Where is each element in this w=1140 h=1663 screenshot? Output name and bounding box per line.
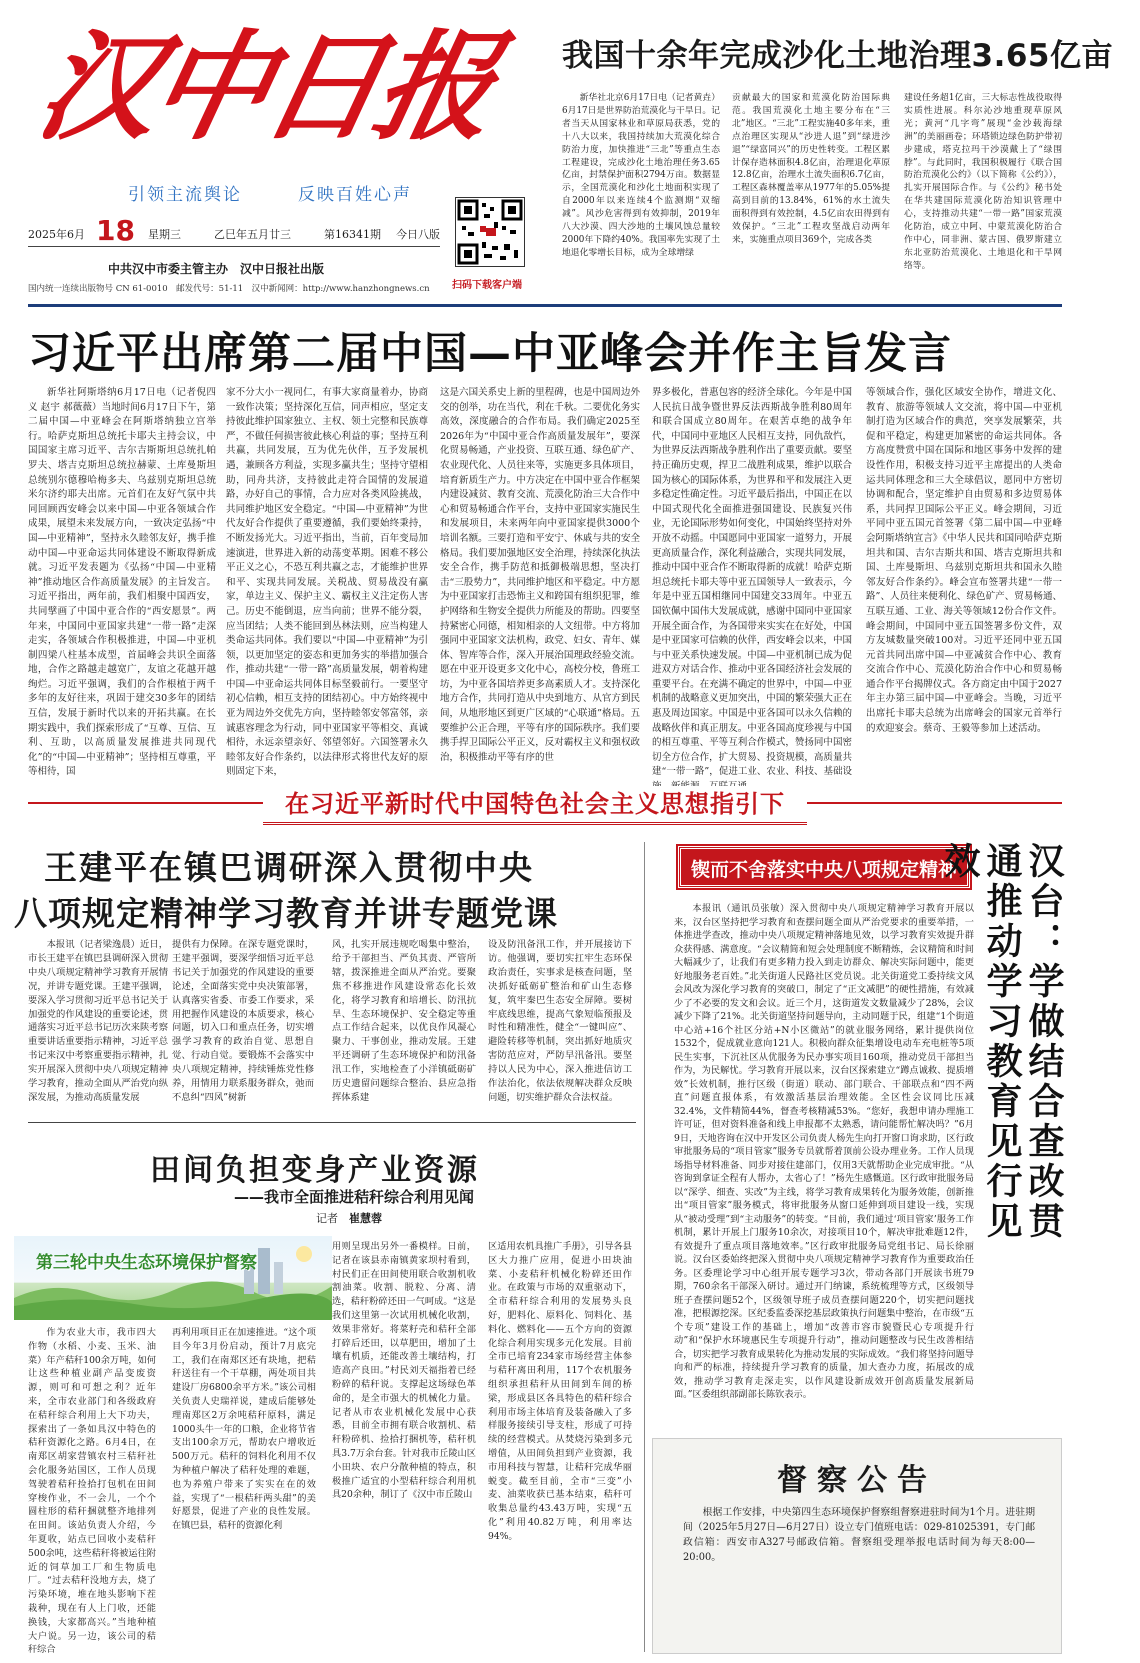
top-story-col-2: 贡献最大的国家和荒漠化防治国际典范。我国荒漠化土地主要分布在“三北”地区。“三北”工程实施40多年来，重点治理区实现从“沙进人退”到“绿进沙退”“绿富同兴”的历史性转变。工程区累计保存造林面积4.8亿亩，治理退化草原12.8亿亩，治理水土流失面积6.7亿亩，工程区森林覆盖率从1977年的5.05%提高到目前的13.84%，61%的水土流失面积得到有效控制，4.5亿亩农田得到有效保护。“三北”工程攻坚战启动两年来，实施重点项目369个，完成各类 <box>732 93 890 245</box>
notice-body: 根据工作安排，中央第四生态环境保护督察组督察进驻时间为1个月。进驻期间（2025年5月27日—6月27日）设立专门值班电话：029-81025391，专门邮政信箱：西安市A327号邮政信箱。督察组受理举报电话时间为每天8:00—20:00。 <box>683 1507 1035 1563</box>
top-story-col-3: 建设任务超1亿亩，三大标志性战役取得实质性进展。科尔沁沙地重现草原风光；黄河“几字弯”展现“金沙载海绿洲”的美丽画卷；环塔锁边绿色防护带初步建成，塔克拉玛干沙漠戴上了“绿围脖”。与此同时，我国积极履行《联合国防治荒漠化公约》（以下简称《公约》），扎实开展国际合作。与《公约》秘书处在华共建国际荒漠化防治知识管理中心，支持推动共建“一带一路”国家荒漠化防治，成立中阿、中蒙荒漠化防治合作中心，同非洲、蒙古国、俄罗斯建立东北亚防治荒漠化、土地退化和干旱网络等。 <box>904 93 1062 271</box>
field-reporter-label: 记者 <box>316 1212 338 1225</box>
field-col-1: 作为农业大市，我市四大作物（水稻、小麦、玉米、油菜）年产秸秆100余万吨，如何让这些种植业副产品变废资源，则可和可想之利？近年来，全市农业部门和各级政府在秸秆综合利用上大下功夫，探索出了一条如具汉中特色的秸秆资源化之路。6月4日，在南郑区胡家营镇农村三秸秆社会化服务站国区，工作人员现驾驶着秸秆捡拾打包机在田间穿梭作业，不一会儿，一个个圆柱形的秸秆捆就整齐地排列在田间。该站负责人介绍，今年夏收，站点已回收小麦秸秆500余吨，这些秸秆将被运往附近的饲草加工厂和生物质电厂。“过去秸秆没地方去，烧了污染环境，堆在地头影响下茬栽种，现在有人上门收，还能换钱，大家都高兴。”当地种植大户说。另一边，该公司的秸秆综合 <box>28 1327 156 1656</box>
theme-banner <box>28 784 1062 824</box>
field-headline: 田间负担变身产业资源 <box>150 1153 480 1188</box>
lead-col-5: 等领域合作，强化区域安全协作，增进文化、教育、旅游等领域人文交流，将中国—中亚机制打造为区域合作的典范，突享发展繁荣，共促和平稳定，构建更加紧密的命运共同体。各方高度赞赏中国在国际和地区事务中发挥的建设性作用，积极支持习近平主席提出的人类命运共同体理念和三大全球倡议，愿同中方密切协调和配合，坚定维护自由贸易和多边贸易体系，共同捍卫国际公平正义。峰会期间，习近平同中亚五国元首签署《第二届中国—中亚峰会阿斯塔纳宣言》《中华人民共和国同哈萨克斯坦共和国、吉尔吉斯共和国、塔吉克斯坦共和国、土库曼斯坦、乌兹别克斯坦共和国永久睦邻友好合作条约》。峰会宣布签署共建“一带一路”、人员往来便利化、绿色矿产、贸易畅通、互联互通、工业、海关等领域12份合作文件。峰会期间，中国同中亚五国签署多份文件，双方友城数量突破100对。习近平还同中亚五国元首共同出席中国—中亚减贫合作中心、教育交流合作中心、荒漠化防治合作中心和贸易畅通合作平台揭牌仪式。各方商定由中国于2027年主办第三届中国—中亚峰会。当晚，习近平出席托卡耶夫总统为出席峰会的国家元首举行的欢迎宴会。蔡奇、王毅等参加上述活动。 <box>866 387 1062 734</box>
notice-box <box>652 1438 1062 1654</box>
masthead-slogan-left: 引领主流舆论 <box>128 185 242 205</box>
right-column-divider <box>644 842 645 1652</box>
top-story-col-1: 新华社北京6月17日电（记者黄垚）6月17日是世界防治荒漠化与干旱日。记者当天从国家林业和草原局获悉，党的十八大以来，我国持续加大荒漠化综合防治力度，加快推进“三北”等重点生态工程建设，完成沙化土地治理任务3.65亿亩，封禁保护面积2794万亩。数据显示，全国荒漠化和沙化土地面积实现了自2000年以来连续4个监测期“双缩减”。风沙危害得到有效抑制，2019年八大沙漠、四大沙地的土壤风蚀总量较2000年下降约40%。我国率先实现了土地退化零增长目标，成为全球增绿 <box>562 93 720 258</box>
lead-col-3: 这是六国关系史上新的里程碑，也是中国周边外交的创举，功在当代，利在千秋。二要优化务实高效，深度融合的合作布局。我们确定2025至2026年为“中国中亚合作高质量发展年”，要深化贸易畅通，产业投资、互联互通、绿色矿产、农业现代化、人员往来等，实施更多具体项目，培育新质生产力。中方决定在中国中亚合作框架内建设减贫、教育交流、荒漠化防治三大合作中心和贸易畅通合作平台，支持中亚国家实施民生和发展项目，未来两年向中亚国家提供3000个培训名额。三要打造和平安宁、休戚与共的安全格局。我们要加强地区安全治理，持续深化执法安全合作，携手防范和抵御极端思想，坚决打击“三股势力”，共同维护地区和平稳定。中方愿为中亚国家打击恐怖主义和跨国有组织犯罪，维护网络和生物安全提供力所能及的帮助。四要坚持紧密心同德，相知相亲的人文纽带。中方将加强同中亚国家文法机构，政党、妇女、青年、媒体、智库等合作，深入开展治国理政经验交流。愿在中亚开设更多文化中心，高校分校，鲁班工坊，为中亚各国培养更多高素质人才。支持深化地方合作，共同打造从中央到地方、从官方到民间，从地形地区到更广区域的“心联通”格局。五要维护公正合理，平等有序的国际秩序。我们要携手捍卫国际公平正义，反对霸权主义和强权政治，积极推动平等有序的世 <box>440 387 640 763</box>
wang-headline-2: 八项规定精神学习教育并讲专题党课 <box>14 894 558 933</box>
masthead-rule <box>28 304 1062 307</box>
wang-headline-1: 王建平在镇巴调研深入贯彻中央 <box>44 848 534 887</box>
honghui-body: 本报讯（通讯员张敏）深入贯彻中央八项规定精神学习教育开展以来，汉台区坚持把学习教育和查摆问题全面从严治党要求的重要举措，一体推进学查改，推动中央八项规定精神落地见效，以学习教育实效提升群众获得感、满意度。“会议精简和短会处理制度不断精炼，会议精简和时间大幅减少了，让我们有更多精力投入到走访群众、解决实际问题中，能更好地服务老百姓。”北关街道人民路社区党员说。北关街道党工委持续文风会风改为深化学习教育的突破口，制定了“正文减肥”的硬性措施，有效减少了不必要的发文和会议。近三个月，这街道发文数量减少了28%，会议减少下降了21%。北关街道坚持问题导向，主动同题于民，组建“1个街道中心站+16个社区分站+N小区微站”的就业服务网络，累计提供岗位1532个，促成就业意向121人。积极向群众征集增设电动车充电桩等5项民生实事，下沉社区从优服务为民办事实项目160项，推动党员干部担当作为，为民解忧。学习教育开展以来，汉台区探索建立“蹲点诚救、提质增效”长效机制，推行区级（街道）联动、部门联合、干部联点和“四不两直”问题直报体系，有效激活基层治理效能。全区性会议同比压减32.4%，文件精简44%，督查考核精减53%。“您好，我想申请办理施工许可证，但对资料准备和线上申报都不太熟悉，请问能帮忙解决吗？”6月9日，天地咨询在汉中开发区公司负责人杨先生向打开窗口询求助，区行政审批服务局的“项目管家”服务专员就帮着顶前公设办理业务。工作人员现场指导材料准备、同步对接住建部门，仅用3天就帮助企业完成审批。“从咨询到拿证全程有人帮办，太省心了！”杨先生感慨道。区行政审批服务局以“深学、细查、实改”为主线，将学习教育成果转化为服务效能，创新推出“项目管家”服务模式，将审批服务从窗口延伸到项目建设一线，实现从“被动受理”到“主动服务”的转变。“目前，我们通过‘项目管家’服务工作机制，累计开展上门服务10余次，对接项目10个，解决审批难题12件，有效提升了重点项目落地效率。”区行政审批服务局党组书记、局长徐丽说。汉台区委始终把深入贯彻中央八项规定精神学习教育作为重要政治任务。区委理论学习中心组开展专题学习3次，带动各部门开展读书班79期，760余名干部深入研讨。通过开门纳谏，系统梳理等方式，区级领导班子查摆问题52个，区级领导班子成员查摆问题220个，切实把问题找准，把根源挖深。区纪委监委深挖基层政策执行问题集中整治，在市级“五个专项”建设工作的基础上，增加“改善市容市貌暨民心专项提升行动”和“保护水环境惠民生专项提升行动”，推动问题整改与民生改善相结合，切实把学习教育成果转化为推动发展的实际成效。“我们将坚持问题导向和严的标准，持续提升学习教育的质量，加大查办力度，拓展改的成效，推动学习教育走深走实，以作风建设新成效开创高质量发展新局面。”区委组织部副部长陈钦表示。 <box>674 903 974 1400</box>
date-day: 18 <box>96 214 135 247</box>
date-lunar: 乙巳年五月廿三 <box>214 228 291 241</box>
honghui-headline: 汉台：学做结合查改贯通推动学习教育见行见效 <box>939 842 1064 1242</box>
qr-caption: 扫码下载客户端 <box>452 280 522 291</box>
lead-headline: 习近平出席第二届中国—中亚峰会并作主旨发言 <box>28 329 952 379</box>
theme-banner-title: 在习近平新时代中国特色社会主义思想指引下 <box>263 786 807 825</box>
wang-col-4: 设及防汛备汛工作，并开展接访下访。他强调，要切实扛牢生态环保政治责任，实事求是核查问题，坚决抓好砥砺矿整治和矿山生态修复，筑牢秦巴生态安全屏障。要树牢底线思维，提高气象短临预报及时性和精准性，健全“一键叫应”、避险转移等机制，突出抓好地质灾害防范应对，严防早汛备汛。要坚持以人民为中心，深入推进信访工作法治化，依法依规解决群众反映问题，切实维护群众合法权益。 <box>488 939 632 1103</box>
masthead-slogan-right: 反映百姓心声 <box>298 185 412 205</box>
wang-col-1: 本报讯（记者梁逸晨）近日，市长王建平在镇巴县调研深入贯彻中央八项规定精神学习教育开展情况，并讲专题党课。王建平强调，要深入学习贯彻习近平总书记关于加强党的作风建设的重要论述，贯通落实习近平总书记历次来陕考察重要讲话重要指示精神，习近平总书记来汉中考察重要指示精神，扎实开展深入贯彻中央八项规定精神学习教育，推动全面从严治党向纵深发展，为推动高质量发展 <box>28 939 168 1103</box>
wang-bottom-rule <box>28 1122 636 1123</box>
wang-col-3: 风，扎实开展违规吃喝集中整治，给予干部担当、严负其责、严管所辖，拨深推进全面从严治党。要聚焦不移推进作风建设常态化长效化，将学习教育和培增长、防汛抗旱、生态环境保护、安全稳定等重点工作结合起来，以优良作风凝心聚力、干事创业，推动发展。王建平还调研了生态环境保护和防汛备汛工作，实地检查了小洋镇砥砺矿历史遗留问题综合整治、县应急指挥体系建 <box>332 939 476 1103</box>
field-byline <box>316 1210 382 1226</box>
masthead-divider-top <box>28 246 440 247</box>
notice-title: 督察公告 <box>777 1463 937 1498</box>
wang-col-2: 提供有力保障。在深专题党课时，王建平强调，要深学细悟习近平总书记关于加强党的作风建设的重要论述，全面落实党中央决策部署，认真落实省委、市委工作要求，采用把握作风建设的本质要求，核心问题，切入口和重点任务，切实增强学习教育的政治自觉、思想自觉、行动自觉。要锻炼不会落实中央八项规定精神，持续锤炼党性修养，用情用力联系服务群众，弛而不息纠“四风”树新 <box>172 939 314 1103</box>
eco-inspection-caption: 第三轮中央生态环境保护督察 <box>36 1253 257 1273</box>
lead-col-4: 界多极化，普惠包容的经济全球化。今年是中国人民抗日战争暨世界反法西斯战争胜利80周年和联合国成立80周年。在艰苦卓绝的战争年代，中国同中亚地区人民相互支持，同仇敌忾，为世界反法西斯战争胜利作出了重要贡献。要坚持正确历史观，捍卫二战胜利成果，维护以联合国为核心的国际体系，为世界和平和发展注入更多稳定性确定性。习近平最后指出，中国正在以中国式现代化全面推进强国建设、民族复兴伟业，无论国际形势如何变化，中国始终坚持对外开放不动摇。中国愿同中亚国家一道努力，开展更高质量合作，深化利益融合，实现共同发展，推动中国中亚合作不断取得新的成就！哈萨克斯坦总统托卡耶夫等中亚五国领导人一致表示，今年是中亚五国相继同中国建交33周年。中亚五国钦佩中国伟大发展成就，感谢中国同中亚国家开展全面合作，为各国带来实实在在好处，中国是中亚国家可信赖的伙伴，西安峰会以来，中国与中亚关系快速发展。中国—中亚机制已成为促进双方对话合作、推动中亚各国经济社会发展的重要平台。在充满不确定的世界中，中国—中亚机制的战略意义更加突出，中国的繁荣强大正在惠及周边国家。中国是中亚各国可以永久信赖的战略伙伴和真正朋友。中亚各国高度珍视与中国的相互尊重、平等互利合作模式，赞扬同中国密切全方位合作，扩大贸易、投资规模，高质量共建“一带一路”，促进工业、农业、科技、基础设 <box>652 387 852 778</box>
page-count: 今日八版 <box>396 228 440 241</box>
masthead-date-line <box>28 214 448 247</box>
masthead-logo: 汉中日报 <box>26 17 504 156</box>
masthead-sponsor: 中共汉中市委主管主办 汉中日报社出版 <box>108 262 325 276</box>
field-col-4: 区适用农机具推广手册》，引导各县区大力推广应用，促进小田块油菜、小麦秸秆机械化粉碎还田作业。在政策与市场的双重驱动下，全市秸秆综合利用的发展势头良好，肥料化、原料化、饲料化、基料化、燃料化——五个方向的资源化综合利用实现多元化发展。目前全市已培育234家市场经营主体参与秸秆离田利用，117个农机服务组织承担秸秆从田间到车间的桥梁，形成县区各具特色的秸秆综合利用市场主体培育及装备融入了多样服务接续引导支柱，形成了可持续的经营模式。从焚烧污染到多元增值，从田间负担到产业资源，我市用科技与智慧，让秸秆完成华丽蜕变。截至目前，全市“三变”小麦、油菜收获已基本结束，秸秆可收集总量约43.43万吨，实现“五化”利用40.82万吨，利用率达94%。 <box>488 1241 632 1542</box>
lead-col-2: 家不分大小一视同仁，有事大家商量着办，协商一致作决策；坚持深化互信，同声相应，坚定支持彼此维护国家独立、主权、领土完整和民族尊严，不做任何损害彼此核心利益的事；坚持互利共赢，共同发展，互为优先伙伴，互予发展机遇，兼顾各方利益，实现多赢共生；坚持守望相助，同舟共济，支持彼此走符合国情的发展道路，办好自己的事情，合力应对各类风险挑战，共同维护地区安全稳定。“中国—中亚精神”为世代友好合作提供了重要遵循，我们要始终秉持，不断发扬光大。习近平指出，当前，百年变局加速演进，世界进入新的动荡变革期。困难不移公平正义之心，不恐互利共赢之志，才能维护世界和平、实现共同发展。关税战、贸易战没有赢家，单边主义、保护主义、霸权主义注定伤人害己。历史不能倒退，应当向前；世界不能分裂，应当团结；人类不能回到丛林法则，应当构建人类命运共同体。我们要以“中国—中亚精神”为引领，以更加坚定的姿态和更加务实的举措加强合作，推动共建“一带一路”高质量发展，朝着构建中国—中亚命运共同体目标坚毅前行。一要坚守初心信赖，相互支持的团结初心。中方始终视中亚为周边外交优先方向，坚持睦邻安邻富邻，亲诚惠容理念为行动，同中亚国家平等相交、真诚相待，永远亲望亲好、邻望邻好。六国签署永久睦邻友好合作条约，以法律形式将世代友好的原则固定下来， <box>226 387 428 778</box>
lead-col-1: 新华社阿斯塔纳6月17日电（记者倪四义 赵宇 郝薇薇）当地时间6月17日下午，第二届中国—中亚峰会在阿斯塔纳独立宫举行。哈萨克斯坦总统托卡耶夫主持会议，中国国家主席习近平、吉尔吉斯斯坦总统扎帕罗夫、塔吉克斯坦总统拉赫蒙、土库曼斯坦总统别尔德穆哈梅多夫、乌兹别克斯坦总统米尔济约耶夫出席。元首们在友好气氛中共同回顾西安峰会以来中国—中亚各领域合作成果，展望未来发展方向，一致决定弘扬“中国—中亚精神”，坚持永久睦邻友好，携手推动中国—中亚命运共同体建设不断取得新成就。习近平发表题为《弘扬“中国—中亚精神”推动地区合作高质量发展》的主旨发言。习近平指出，两年前，我们相聚中国西安，共同擘画了中国中亚合作的“西安愿景”。两年来，中国同中亚国家共建“一带一路”走深走实，各领域合作积极推进，中国—中亚机制四梁八柱基本成型，首届峰会共识全面落地，合作之路越走越宽广，友谊之花越开越绚烂。习近平强调，我们的合作根植于两千多年的友好往来，巩固于建交30多年的团结互信，发展于新时代以来的开拓共赢。在长期实践中，我们探索形成了“互尊、互信、互利、互助，以高质量发展推进共同现代化”的“中国—中亚精神”；坚持相互尊重，平等相待，国 <box>28 387 216 778</box>
issue-number: 第16341期 <box>324 228 381 241</box>
date-year-month: 2025年6月 <box>28 228 85 241</box>
honghui-redbox: 锲而不舍落实中央八项规定精神 <box>678 846 970 888</box>
field-reporter: 崔慧蓉 <box>349 1212 382 1225</box>
eco-inspection-image <box>14 1236 332 1320</box>
qr-code[interactable] <box>455 197 525 267</box>
masthead-serial: 国内统一连续出版物号 CN 61-0010 邮发代号：51-11 汉中新闻网：http://www.hanzhongnews.cn <box>28 284 430 294</box>
top-story-headline: 我国十余年完成沙化土地治理3.65亿亩 <box>562 38 1113 74</box>
date-weekday: 星期三 <box>148 228 181 241</box>
field-subheadline: ——我市全面推进秸秆综合利用见闻 <box>234 1188 475 1206</box>
field-col-3: 用则呈现出另外一番模样。日前，记者在该县赤南镇黄家坝村看到，村民们正在田间使用联合收割机收割油菜。收割、脱粒、分离、清选，秸秆粉碎还田一气呵成。“这是我们这里第一次试用机械化收割，效果非常好。将菜籽壳和秸秆全部打碎后还田，以草肥田，增加了土壤有机质，还能改善土壤结构，打造高产良田。”村民刘天福指着已经粉碎的秸秆说。支撑起这场绿色革命的，是全市强大的机械化力量。记者从市农业机械化发展中心获悉，目前全市拥有联合收割机、秸秆粉碎机、捡拾打捆机等，秸秆机具3.7万余台套。针对我市丘陵山区小田块、农户分散种植的特点，积极推广适宜的小型秸秆综合利用机具20余种，制订了《汉中市丘陵山 <box>332 1241 476 1501</box>
field-col-2: 再利用项目正在加速推进。“这个项目今年3月份启动，预计7月底完工，我们在南郑区还有块地，把秸秆送往有一个干草棚，两处项目共建设厂房6800余平方米。”该公司相关负责人史瑞祥说，建成后能够处理南郑区2万余吨秸秆原料，满足1000头牛一年的口粮，企业将节省支出100余万元，帮助农户增收近500万元。秸秆的饲料化利用不仅为种植户解决了秸秆处理的难题，也为养殖户带来了实实在在的效益，实现了“一根秸秆两头甜”的美好愿景，促进了产业的良性发展。在镇巴县，秸秆的资源化利 <box>172 1327 316 1532</box>
